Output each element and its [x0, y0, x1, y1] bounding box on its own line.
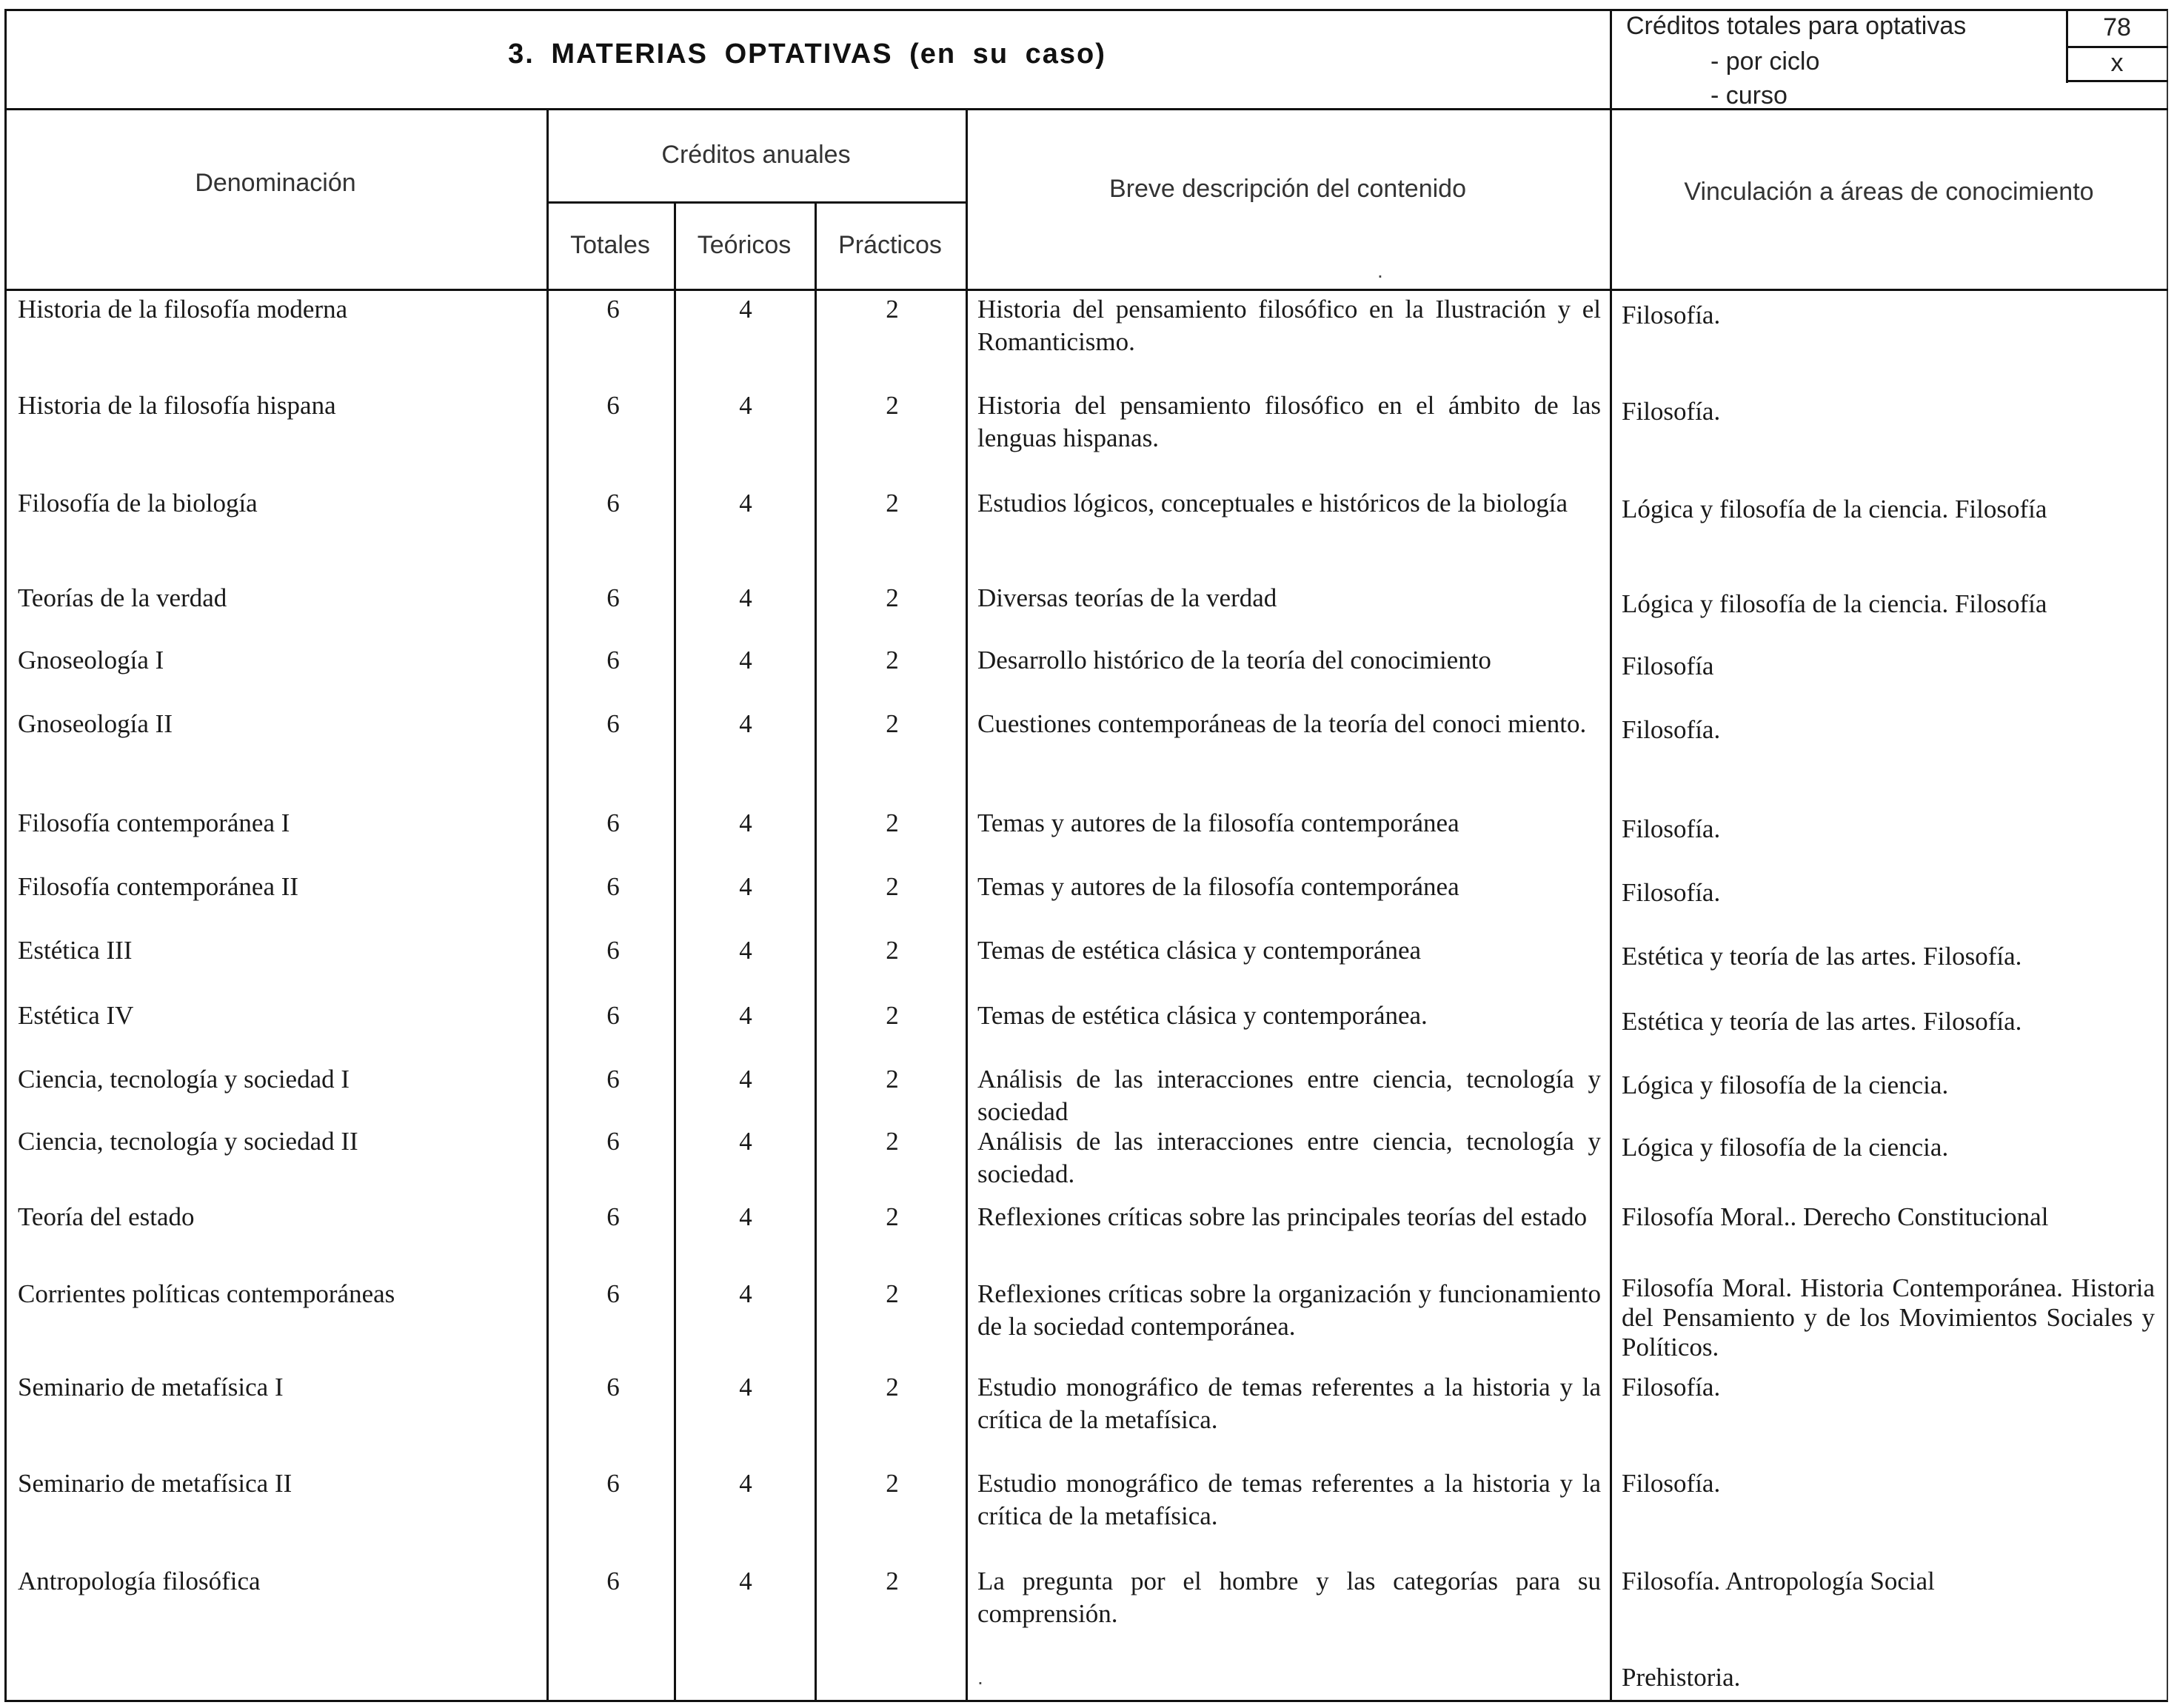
row-denominacion: Ciencia, tecnología y sociedad I	[18, 1065, 350, 1094]
row-practicos: 2	[886, 1373, 899, 1401]
row-descripcion: Estudio monográfico de temas referentes a la historia y la crítica de la metafísica.	[977, 1373, 1601, 1434]
row-descripcion: Desarrollo histórico de la teoría del conocimiento	[977, 646, 1491, 674]
row-practicos: 2	[886, 1001, 899, 1030]
page-title: 3. MATERIAS OPTATIVAS (en su caso)	[508, 38, 1106, 70]
row-practicos: 2	[886, 1567, 899, 1595]
col-rule-vinculacion	[1610, 9, 1612, 1702]
row-descripcion: Diversas teorías de la verdad	[977, 583, 1277, 612]
col-rule-totales	[546, 108, 549, 1702]
row-totales: 6	[606, 1127, 620, 1156]
row-denominacion: Seminario de metafísica II	[18, 1469, 292, 1498]
col-header-practicos: Prácticos	[838, 231, 942, 259]
row-area: Filosofía.	[1622, 814, 1721, 843]
credits-box-row2	[2066, 80, 2168, 82]
row-descripcion: Temas de estética clásica y contemporánea.	[977, 1001, 1428, 1030]
row-teoricos: 4	[739, 489, 752, 518]
row-area: Filosofía.	[1622, 1469, 1721, 1498]
row-teoricos: 4	[739, 1202, 752, 1231]
header-bottom-rule	[4, 108, 2168, 110]
row-practicos: 2	[886, 391, 899, 420]
row-area: Filosofía. Antropología Social	[1622, 1567, 1935, 1595]
credits-total-label: Créditos totales para optativas	[1626, 12, 1967, 40]
row-area: Filosofía.	[1622, 878, 1721, 907]
row-practicos: 2	[886, 646, 899, 674]
row-denominacion: Historia de la filosofía moderna	[18, 295, 348, 324]
row-totales: 6	[606, 1567, 620, 1595]
col-header-vinculacion: Vinculación a áreas de conocimiento	[1684, 178, 2094, 206]
row-teoricos: 4	[739, 1469, 752, 1498]
row-denominacion: Gnoseología I	[18, 646, 164, 674]
row-totales: 6	[606, 1202, 620, 1231]
row-area: Lógica y filosofía de la ciencia.	[1622, 1071, 1949, 1099]
row-descripcion: Cuestiones contemporáneas de la teoría del conoci miento.	[977, 709, 1587, 738]
row-practicos: 2	[886, 583, 899, 612]
row-practicos: 2	[886, 295, 899, 324]
credits-total-value: 78	[2103, 13, 2131, 41]
row-area: Estética y teoría de las artes. Filosofía.	[1622, 942, 2022, 971]
row-area: Lógica y filosofía de la ciencia. Filosofía	[1622, 589, 2047, 618]
row-totales: 6	[606, 808, 620, 837]
row-denominacion: Antropología filosófica	[18, 1567, 261, 1595]
row-totales: 6	[606, 646, 620, 674]
row-totales: 6	[606, 872, 620, 901]
row-denominacion: Filosofía contemporánea I	[18, 808, 290, 837]
row-denominacion: Seminario de metafísica I	[18, 1373, 284, 1401]
row-practicos: 2	[886, 1065, 899, 1094]
col-rule-practicos	[815, 201, 817, 1702]
credits-box-row1	[2066, 46, 2168, 48]
row-teoricos: 4	[739, 1065, 752, 1094]
por-ciclo-value: x	[2110, 49, 2124, 77]
col-header-denominacion: Denominación	[195, 169, 356, 197]
row-denominacion: Teoría del estado	[18, 1202, 195, 1231]
row-totales: 6	[606, 936, 620, 965]
row-denominacion: Filosofía contemporánea II	[18, 872, 299, 901]
row-totales: 6	[606, 1065, 620, 1094]
row-denominacion: Ciencia, tecnología y sociedad II	[18, 1127, 358, 1156]
row-area: Filosofía.	[1622, 715, 1721, 744]
row-denominacion: Filosofía de la biología	[18, 489, 258, 518]
row-descripcion: Estudios lógicos, conceptuales e históricos de la biología	[977, 489, 1568, 518]
col-header-descripcion: Breve descripción del contenido	[1109, 175, 1466, 203]
row-area: Filosofía Moral.. Derecho Constitucional	[1622, 1202, 2049, 1231]
row-totales: 6	[606, 489, 620, 518]
row-totales: 6	[606, 583, 620, 612]
row-descripcion: Análisis de las interacciones entre ciencia, tecnología y sociedad.	[977, 1127, 1601, 1188]
row-practicos: 2	[886, 872, 899, 901]
row-descripcion: La pregunta por el hombre y las categorías para su comprensión.	[977, 1567, 1601, 1628]
row-area: Lógica y filosofía de la ciencia. Filosofía	[1622, 495, 2047, 523]
row-teoricos: 4	[739, 1373, 752, 1401]
col-rule-teoricos	[674, 201, 676, 1702]
row-area: Filosofía.	[1622, 397, 1721, 426]
row-descripcion: Temas y autores de la filosofía contemporánea	[977, 872, 1459, 901]
row-teoricos: 4	[739, 646, 752, 674]
row-teoricos: 4	[739, 808, 752, 837]
row-descripcion: Reflexiones críticas sobre la organización y funcionamiento de la sociedad contemporánea.	[977, 1279, 1601, 1341]
row-teoricos: 4	[739, 583, 752, 612]
row-descripcion: Análisis de las interacciones entre ciencia, tecnología y sociedad	[977, 1065, 1601, 1126]
row-teoricos: 4	[739, 936, 752, 965]
col-header-totales: Totales	[570, 231, 650, 259]
row-practicos: 2	[886, 709, 899, 738]
row-teoricos: 4	[739, 709, 752, 738]
row-area: Filosofía	[1622, 652, 1714, 680]
row-area: Filosofía.	[1622, 301, 1721, 329]
row-descripcion: Historia del pensamiento filosófico en el ámbito de las lenguas hispanas.	[977, 391, 1601, 452]
col-rule-descripcion	[966, 108, 968, 1702]
row-teoricos: 4	[739, 391, 752, 420]
row-denominacion: Teorías de la verdad	[18, 583, 227, 612]
row-practicos: 2	[886, 1469, 899, 1498]
col-header-teoricos: Teóricos	[697, 231, 792, 259]
scan-dot: .	[1377, 259, 1383, 282]
row-descripcion: Estudio monográfico de temas referentes a la historia y la crítica de la metafísica.	[977, 1469, 1601, 1530]
row-teoricos: 4	[739, 1127, 752, 1156]
row-totales: 6	[606, 295, 620, 324]
row-totales: 6	[606, 1279, 620, 1308]
row-area: Filosofía Moral. Historia Contemporánea. Historia del Pensamiento y de los Movimientos Sociales y Políticos.	[1622, 1273, 2155, 1362]
row-totales: 6	[606, 709, 620, 738]
col-header-creditos-anuales: Créditos anuales	[661, 141, 851, 169]
row-denominacion: Historia de la filosofía hispana	[18, 391, 336, 420]
row-practicos: 2	[886, 1279, 899, 1308]
row-teoricos: 4	[739, 1001, 752, 1030]
row-totales: 6	[606, 391, 620, 420]
row-teoricos: 4	[739, 1279, 752, 1308]
row-area: Estética y teoría de las artes. Filosofía.	[1622, 1007, 2022, 1036]
row-practicos: 2	[886, 808, 899, 837]
row-practicos: 2	[886, 1202, 899, 1231]
curso-label: - curso	[1710, 81, 1788, 110]
row-totales: 6	[606, 1469, 620, 1498]
row-teoricos: 4	[739, 872, 752, 901]
row-area: Lógica y filosofía de la ciencia.	[1622, 1133, 1949, 1162]
column-header-bottom-rule	[4, 289, 2168, 291]
por-ciclo-label: - por ciclo	[1710, 47, 1820, 76]
row-descripcion: Reflexiones críticas sobre las principales teorías del estado	[977, 1202, 1588, 1231]
row-descripcion: Temas de estética clásica y contemporánea	[977, 936, 1422, 965]
table-frame	[4, 9, 2168, 1702]
row-totales: 6	[606, 1001, 620, 1030]
scan-dot: .	[977, 1666, 983, 1689]
row-denominacion: Gnoseología II	[18, 709, 173, 738]
creditos-anuales-rule	[546, 201, 966, 204]
footer-area: Prehistoria.	[1622, 1663, 1741, 1692]
row-practicos: 2	[886, 936, 899, 965]
row-area: Filosofía.	[1622, 1373, 1721, 1401]
row-teoricos: 4	[739, 295, 752, 324]
row-practicos: 2	[886, 489, 899, 518]
row-practicos: 2	[886, 1127, 899, 1156]
row-descripcion: Temas y autores de la filosofía contemporánea	[977, 808, 1459, 837]
row-teoricos: 4	[739, 1567, 752, 1595]
row-descripcion: Historia del pensamiento filosófico en la Ilustración y el Romanticismo.	[977, 295, 1601, 356]
row-denominacion: Corrientes políticas contemporáneas	[18, 1279, 395, 1308]
row-denominacion: Estética III	[18, 936, 133, 965]
row-denominacion: Estética IV	[18, 1001, 134, 1030]
row-totales: 6	[606, 1373, 620, 1401]
